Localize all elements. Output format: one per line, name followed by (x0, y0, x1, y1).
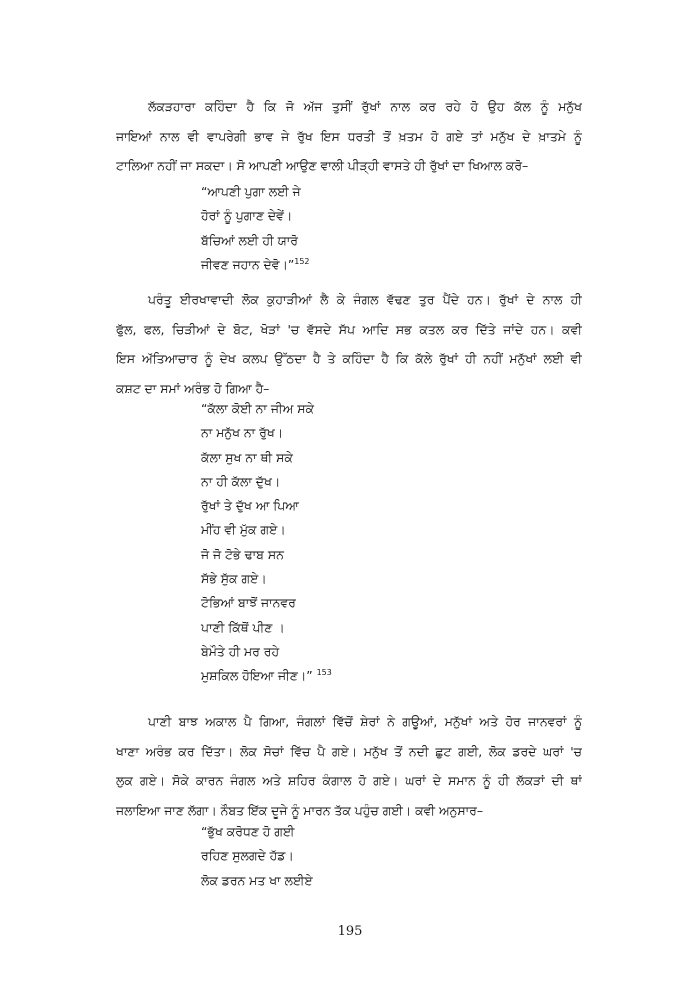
verse-line: ਸੱਭੇ ਸੁੱਕ ਗਏ। (201, 571, 267, 587)
footnote-reference: 153 (316, 668, 332, 678)
verse-line-text: ਮੁਸ਼ਕਿਲ ਹੋਇਆ ਜੀਣ।” (201, 668, 317, 684)
verse-line: ਨਾ ਮਨੁੱਖ ਨਾ ਰੁੱਖ। (201, 425, 284, 441)
page-number: 195 (337, 924, 363, 939)
verse-line: “ਆਪਣੀ ਪੁਗਾ ਲਈ ਜੇ (201, 184, 301, 199)
verse-line: ਕੱਲਾ ਸੁਖ ਨਾ ਥੀ ਸਕੇ (201, 449, 293, 465)
text-line: ਟਾਲਿਆ ਨਹੀਂ ਜਾ ਸਕਦਾ। ਸੋ ਆਪਣੀ ਆਉਣ ਵਾਲੀ ਪੀੜ੍ਹੀ ਵਾਸਤੇ ਹੀ ਰੁੱਖਾਂ ਦਾ ਖਿਆਲ ਕਰੋ– (116, 158, 529, 173)
text-line: ਫੁੱਲ, ਫਲ, ਚਿੜੀਆਂ ਦੇ ਬੋਟ, ਖੋੜਾਂ 'ਚ ਵੱਸਦੇ ਸੱਪ ਆਦਿ ਸਭ ਕਤਲ ਕਰ ਦਿੱਤੇ ਜਾਂਦੇ ਹਨ। ਕਵੀ (116, 321, 582, 337)
verse-line: ਟੋਭਿਆਂ ਬਾਝੋਂ ਜਾਨਵਰ (201, 595, 296, 611)
text-line: ਪਾਣੀ ਬਾਝ ਅਕਾਲ ਪੈ ਗਿਆ, ਜੰਗਲਾਂ ਵਿੱਚੋਂ ਸ਼ੇਰਾਂ ਨੇ ਗਊਆਂ, ਮਨੁੱਖਾਂ ਅਤੇ ਹੋਰ ਜਾਨਵਰਾਂ ਨੂੰ (148, 714, 582, 729)
verse-quote-hunger (201, 820, 313, 893)
verse-quote-152 (201, 180, 310, 277)
verse-line: ਮੀਂਹ ਵੀ ਮੁੱਕ ਗਏ। (201, 522, 286, 538)
text-line: ਜਲਾਇਆ ਜਾਣ ਲੱਗਾ। ਨੌਬਤ ਇੱਕ ਦੂਜੇ ਨੂੰ ਮਾਰਨ ਤੱਕ ਪਹੁੰਚ ਗਈ। ਕਵੀ ਅਨੁਸਾਰ– (116, 802, 484, 818)
verse-line (201, 253, 310, 277)
text-line: ਲੁਕ ਗਏ। ਸੋਕੇ ਕਾਰਨ ਜੰਗਲ ਅਤੇ ਸ਼ਹਿਰ ਕੰਗਾਲ ਹੋ ਗਏ। ਘਰਾਂ ਦੇ ਸਮਾਨ ਨੂੰ ਹੀ ਲੱਕੜਾਂ ਦੀ ਥਾਂ (116, 773, 582, 788)
verse-line: ਲੋਕ ਡਰਨ ਮਤ ਖਾ ਲਈਏ (201, 872, 313, 888)
footnote-reference: 152 (294, 256, 310, 266)
text-line: ਜਾਇਆਂ ਨਾਲ ਵੀ ਵਾਪਰੇਗੀ ਭਾਵ ਜੇ ਰੁੱਖ ਇਸ ਧਰਤੀ ਤੋਂ ਖ਼ਤਮ ਹੋ ਗਏ ਤਾਂ ਮਨੁੱਖ ਦੇ ਖ਼ਾਤਮੇ ਨੂੰ (116, 128, 582, 144)
verse-line: ਬੇਮੌਤੇ ਹੀ ਮਰ ਰਹੇ (201, 643, 280, 659)
verse-line: ਪਾਣੀ ਕਿੱਥੋਂ ਪੀਣ । (201, 619, 285, 635)
paragraph-woodcutter (116, 92, 582, 181)
text-line: ਪਰੰਤੂ ਈਰਖਾਵਾਦੀ ਲੋਕ ਕੁਹਾੜੀਆਂ ਲੈ ਕੇ ਜੰਗਲ ਵੱਢਣ ਤੁਰ ਪੈਂਦੇ ਹਨ। ਰੁੱਖਾਂ ਦੇ ਨਾਲ ਹੀ (148, 292, 582, 307)
paragraph-drought (116, 707, 582, 825)
verse-line: ਰਹਿਣ ਸੁਲਗਦੇ ਹੱਡ। (201, 848, 294, 864)
verse-line: ਨਾ ਹੀ ਕੱਲਾ ਦੁੱਖ। (201, 473, 281, 489)
verse-line: ਹੋਰਾਂ ਨੂੰ ਪੁਗਾਣ ਦੇਵੇਂ। (201, 208, 293, 224)
text-line: ਕਸ਼ਟ ਦਾ ਸਮਾਂ ਅਰੰਭ ਹੋ ਗਿਆ ਹੈ– (116, 380, 270, 396)
verse-line: ਬੱਚਿਆਂ ਲਈ ਹੀ ਯਾਰੋ (201, 232, 298, 248)
verse-line: ਜੋ ਜੋ ਟੋਭੇ ਢਾਬ ਸਨ (201, 546, 284, 562)
text-line: ਲੱਕੜਹਾਰਾ ਕਹਿੰਦਾ ਹੈ ਕਿ ਜੋ ਅੱਜ ਤੁਸੀਂ ਰੁੱਖਾਂ ਨਾਲ ਕਰ ਰਹੇ ਹੋ ਉਹ ਕੱਲ ਨੂੰ ਮਨੁੱਖ (148, 99, 582, 114)
verse-line: ਰੁੱਖਾਂ ਤੇ ਦੁੱਖ ਆ ਪਿਆ (201, 498, 299, 514)
paragraph-jealous-people (116, 285, 582, 403)
verse-quote-153 (201, 397, 332, 689)
verse-line-text: ਜੀਵਣ ਜਹਾਨ ਦੇਵੋ।” (201, 256, 295, 272)
text-line: ਇਸ ਅੱਤਿਆਚਾਰ ਨੂੰ ਦੇਖ ਕਲਪ ਉੱਠਦਾ ਹੈ ਤੇ ਕਹਿੰਦਾ ਹੈ ਕਿ ਕੱਲੇ ਰੁੱਖਾਂ ਹੀ ਨਹੀਂ ਮਨੁੱਖਾਂ ਲਈ ਵੀ (116, 351, 582, 366)
text-line: ਖਾਣਾ ਅਰੰਭ ਕਰ ਦਿੱਤਾ। ਲੋਕ ਸੋਚਾਂ ਵਿੱਚ ਪੈ ਗਏ। ਮਨੁੱਖ ਤੋਂ ਨਦੀ ਛੁਟ ਗਈ, ਲੋਕ ਡਰਦੇ ਘਰਾਂ 'ਚ (116, 743, 582, 759)
verse-line: “ਭੁੱਖ ਕਰੋਧਣ ਹੋ ਗਈ (201, 824, 295, 839)
verse-line (201, 664, 332, 688)
verse-line: “ਕੱਲਾ ਕੋਈ ਨਾ ਜੀਅ ਸਕੇ (201, 401, 314, 416)
